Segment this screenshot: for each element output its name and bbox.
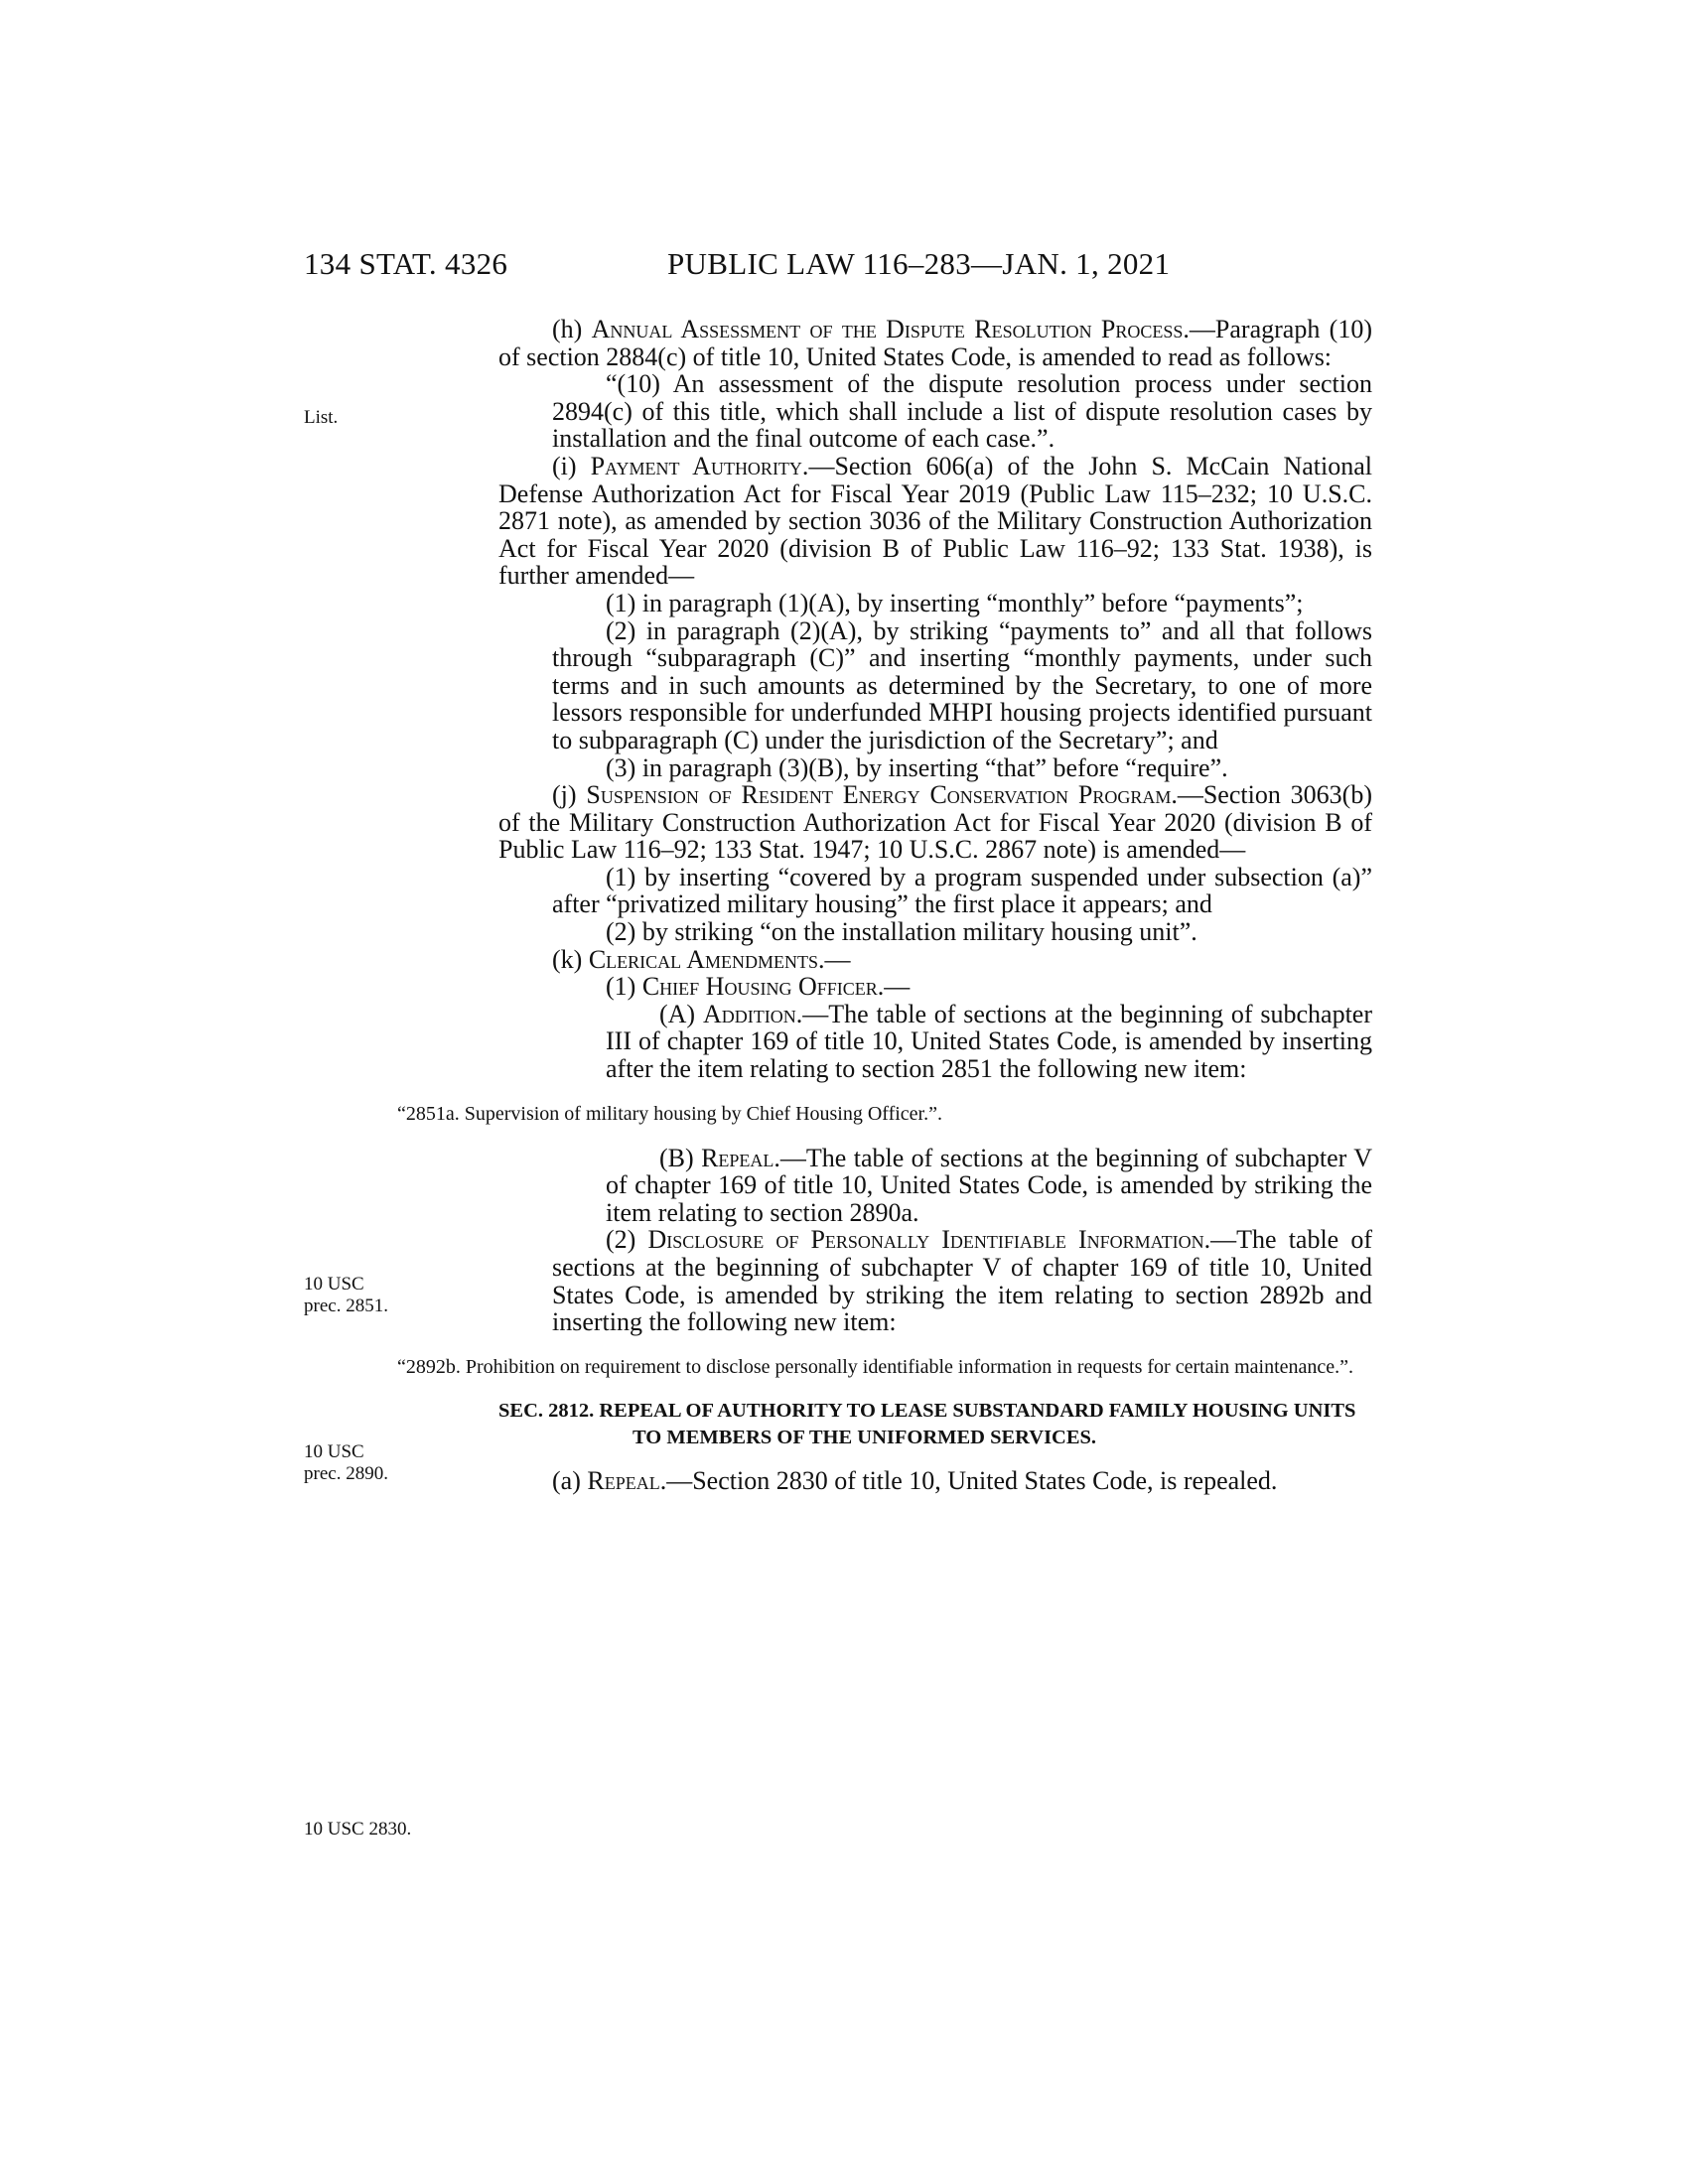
label: (h): [552, 315, 592, 343]
heading: Annual Assessment of the Dispute Resolution Process.: [591, 315, 1190, 343]
label: (k): [552, 944, 589, 974]
margin-note-usc-2890: [304, 1441, 388, 1485]
label: (B): [659, 1143, 702, 1172]
margin-note-line: prec. 2890.: [304, 1463, 388, 1484]
table-item-2892b: “2892b. Prohibition on requirement to disclose personally identifiable information in requests for certain maintenance.”.: [397, 1355, 1354, 1378]
text: —Paragraph (10) of section 2884(c) of title 10, United States Code, is amended to read as follows:: [498, 315, 1372, 371]
text: —The table of sections at the beginning of subchapter III of chapter 169 of title 10, United States Code, is amended by inserting after the item relating to section 2851 the following new item:: [606, 999, 1373, 1084]
section-2812-heading: SEC. 2812. REPEAL OF AUTHORITY TO LEASE SUBSTANDARD FAMILY HOUSING UNITS TO MEMBERS OF THE UNIFORMED SERVICES.: [498, 1399, 1356, 1448]
label: (1): [606, 972, 642, 1002]
paragraph-i-3: (3) in paragraph (3)(B), by inserting “that” before “require”.: [606, 752, 1228, 782]
label: (j): [552, 780, 587, 810]
stat-page-number: 134 STAT. 4326: [304, 246, 508, 281]
subparagraph-k-1-a: [498, 1001, 1372, 1083]
heading: Suspension of Resident Energy Conservation Program.: [586, 780, 1178, 810]
subsection-a: [498, 1467, 1372, 1495]
margin-note-line: 10 USC: [304, 1274, 364, 1295]
paragraph-k-1: [498, 973, 1372, 1001]
heading: Addition.: [702, 999, 803, 1028]
text: —Section 2830 of title 10, United States Code, is repealed.: [666, 1465, 1278, 1495]
paragraph-j-2: (2) by striking “on the installation military housing unit”.: [606, 917, 1197, 947]
heading: Payment Authority.: [590, 451, 809, 480]
label: (i): [552, 451, 591, 480]
text: —Section 606(a) of the John S. McCain National Defense Authorization Act for Fiscal Year 2019 (Public Law 115–232; 10 U.S.C. 2871 note), as amended by section 3036 of the Military Construction Authorization Act for Fiscal Year 2020 (division B of Public Law 116–92; 133 Stat. 1938), is further amended—: [498, 451, 1372, 591]
margin-note-line: 10 USC: [304, 1441, 364, 1462]
paragraph-i-1: (1) in paragraph (1)(A), by inserting “monthly” before “payments”;: [606, 588, 1304, 617]
paragraph-j-1: (1) by inserting “covered by a program suspended under subsection (a)” after “privatized military housing” the first place it appears; and: [552, 862, 1372, 919]
subsection-k: [498, 946, 1372, 974]
paragraph-i-2: (2) in paragraph (2)(A), by striking “payments to” and all that follows through “subparagraph (C)” and inserting “monthly payments, under such terms and in such amounts as determined by the Secretary, to one of more lessors responsible for underfunded MHPI housing projects identified pursuant to subparagraph (C) under the jurisdiction of the Secretary”; and: [552, 615, 1372, 754]
margin-note-line: prec. 2851.: [304, 1296, 388, 1316]
subparagraph-k-1-b: [498, 1145, 1372, 1227]
label: (a): [552, 1465, 588, 1495]
heading: Clerical Amendments.: [588, 944, 825, 974]
quoted-paragraph-10: “(10) An assessment of the dispute resolution process under section 2894(c) of this title, which shall include a list of dispute resolution cases by installation and the final outcome of each case.”.: [552, 369, 1372, 454]
table-item-2892b-wrap: [397, 1356, 1372, 1378]
margin-note-usc-2830: 10 USC 2830.: [304, 1819, 412, 1840]
subsection-h: [498, 316, 1372, 370]
label: (2): [606, 1225, 648, 1255]
margin-note-list: List.: [304, 407, 339, 428]
document-body: [397, 315, 1373, 1495]
dash: —: [884, 972, 911, 1002]
subsection-i: [498, 453, 1372, 590]
table-item-2851a-wrap: [397, 1103, 1372, 1125]
label: (A): [659, 999, 703, 1028]
text: —Section 3063(b) of the Military Construction Authorization Act for Fiscal Year 2020 (division B of Public Law 116–92; 133 Stat. 1947; 10 U.S.C. 2867 note) is amended—: [498, 780, 1372, 865]
paragraph-k-2: [498, 1226, 1372, 1335]
subsection-j: [498, 781, 1372, 864]
margin-note-usc-2851: [304, 1274, 388, 1317]
dash: —: [824, 944, 851, 974]
text: —The table of sections at the beginning of subchapter V of chapter 169 of title 10, United States Code, is amended by striking the item relating to section 2892b and inserting the following new item:: [552, 1225, 1372, 1337]
public-law-header: PUBLIC LAW 116–283—JAN. 1, 2021: [667, 246, 1171, 281]
table-item-2851a: “2851a. Supervision of military housing by Chief Housing Officer.”.: [397, 1102, 942, 1125]
heading: Repeal.: [701, 1143, 780, 1172]
text: —The table of sections at the beginning of subchapter V of chapter 169 of title 10, United States Code, is amended by striking the item relating to section 2890a.: [606, 1143, 1372, 1227]
heading: Repeal.: [587, 1465, 667, 1495]
heading: Chief Housing Officer.: [641, 972, 885, 1002]
heading: Disclosure of Personally Identifiable Information.: [647, 1225, 1211, 1255]
